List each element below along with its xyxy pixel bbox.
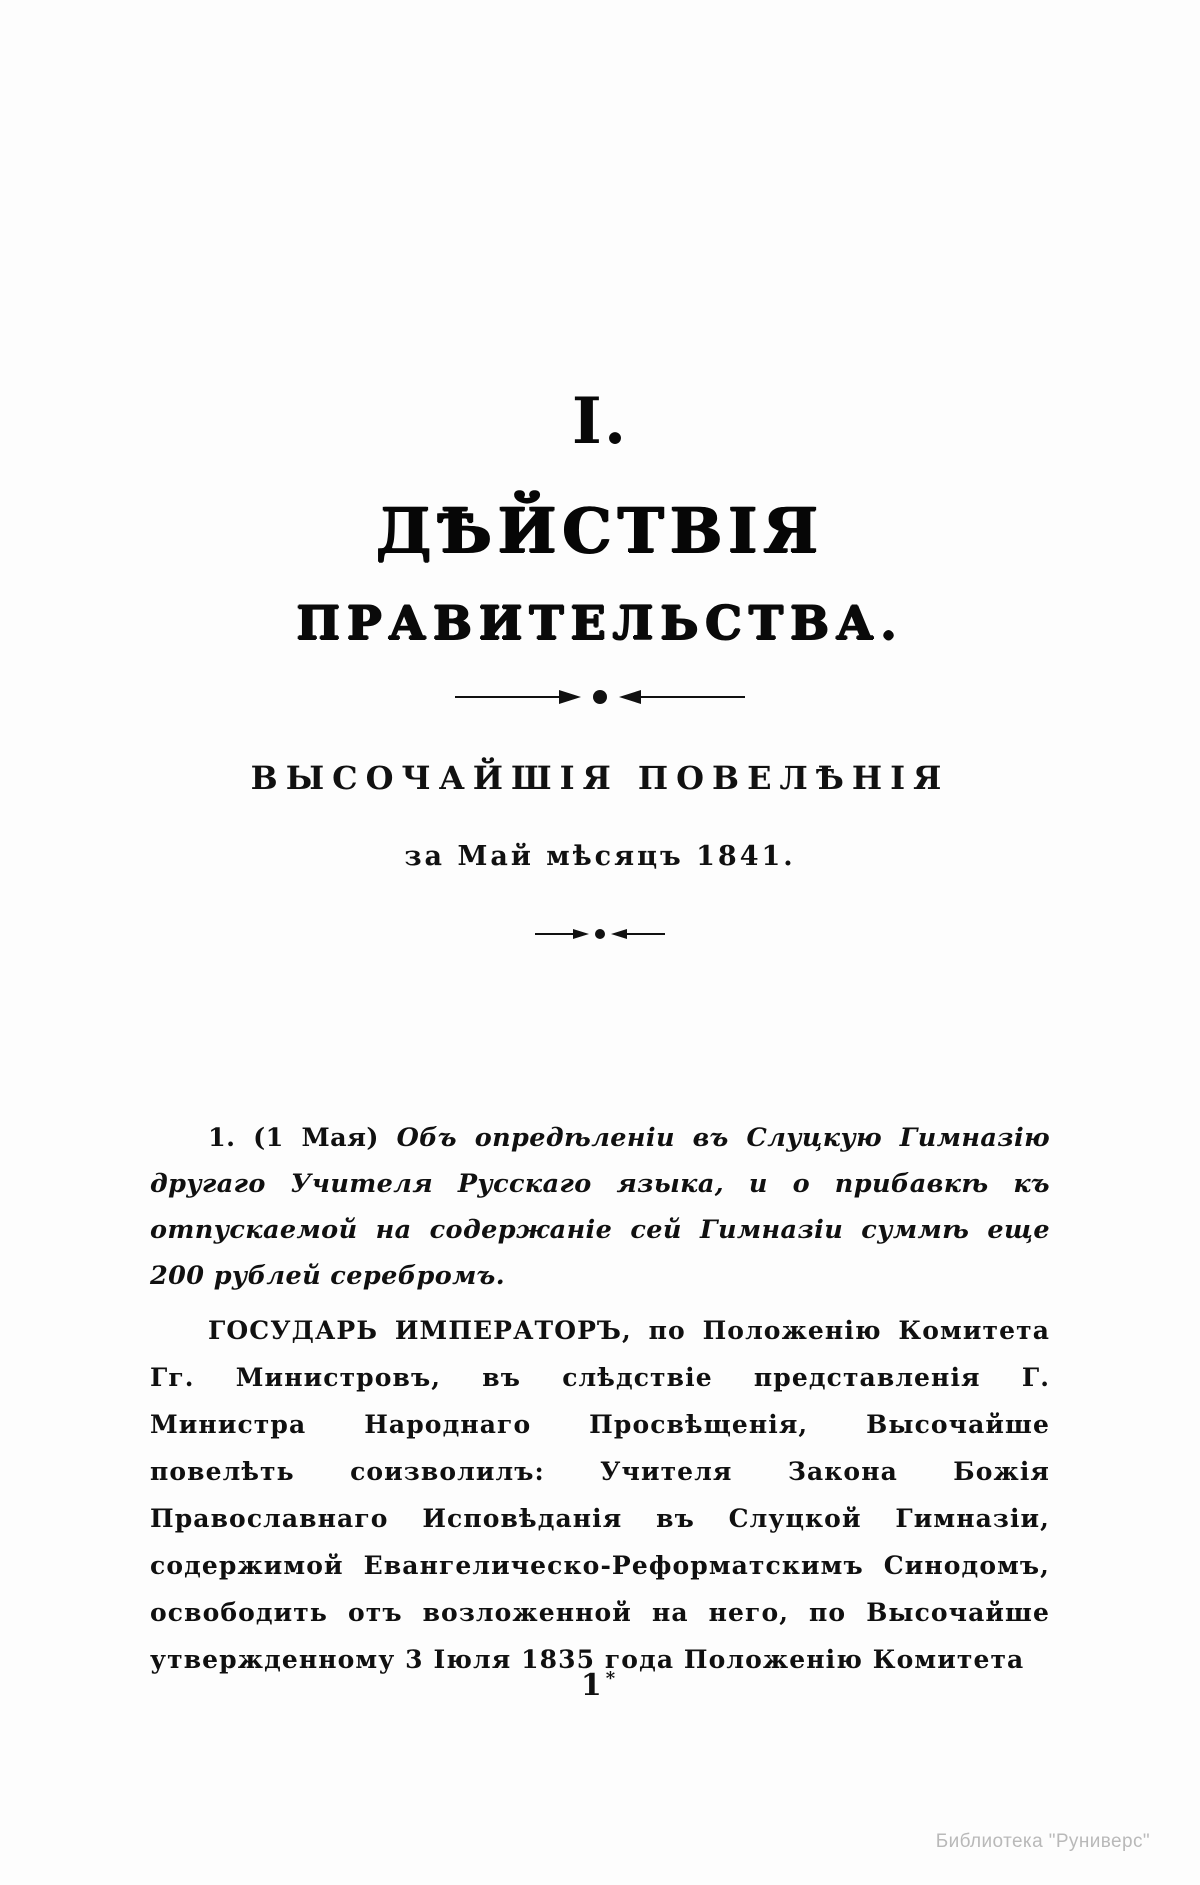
entry-number: 1. (1 Мая) bbox=[208, 1123, 379, 1153]
document-header bbox=[0, 384, 1200, 944]
ornament-center-dot bbox=[595, 929, 605, 939]
ornament-triangle-left bbox=[559, 690, 581, 704]
page-number bbox=[0, 1668, 1200, 1703]
ornament-bar-left bbox=[535, 933, 577, 935]
ornament-center-dot bbox=[593, 690, 607, 704]
paragraph-entry-body bbox=[150, 1307, 1050, 1683]
library-watermark: Библиотека "Руниверс" bbox=[935, 1831, 1150, 1852]
ornament-divider-large bbox=[455, 687, 745, 707]
ornament-bar-right bbox=[635, 696, 745, 698]
document-body bbox=[150, 1115, 1050, 1683]
ornament-bar-right bbox=[623, 933, 665, 935]
section-date: за Май мѣсяцъ 1841. bbox=[404, 841, 796, 873]
entry-title-text: Объ опредѣленіи въ Слуцкую Гимназію другаго Учителя Русскаго языка, и о прибавкѣ къ отпускаемой на содержаніе сей Гимназіи суммѣ еще 200 рублей серебромъ. bbox=[150, 1123, 1051, 1291]
paragraph-entry-title bbox=[150, 1115, 1050, 1299]
ornament-divider-small bbox=[535, 924, 665, 944]
document-title-main: ДѢЙСТВІЯ bbox=[376, 494, 824, 567]
page-number-mark: * bbox=[605, 1668, 620, 1689]
entry-body-text: ГОСУДАРЬ ИМПЕРАТОРЪ, по Положенію Комитета Гг. Министровъ, въ слѣдствіе представленія Г. Министра Народнаго Просвѣщенія, Высочайше повелѣть соизволилъ: Учителя Закона Божія Православнаго Исповѣданія въ Слуцкой Гимназіи, содержимой Евангелическо-Реформатскимъ Синодомъ, освободить отъ возложенной на него, по Высочайше утвержденному 3 Іюля 1835 года Положенію Комитета bbox=[150, 1316, 1050, 1674]
ornament-bar-left bbox=[455, 696, 565, 698]
page-number-value: 1 bbox=[580, 1668, 606, 1703]
section-heading: ВЫСОЧАЙШІЯ ПОВЕЛѢНІЯ bbox=[250, 759, 950, 798]
document-title-sub: ПРАВИТЕЛЬСТВА. bbox=[296, 596, 904, 651]
section-roman-numeral: I. bbox=[571, 384, 629, 459]
ornament-triangle-left bbox=[573, 929, 589, 939]
